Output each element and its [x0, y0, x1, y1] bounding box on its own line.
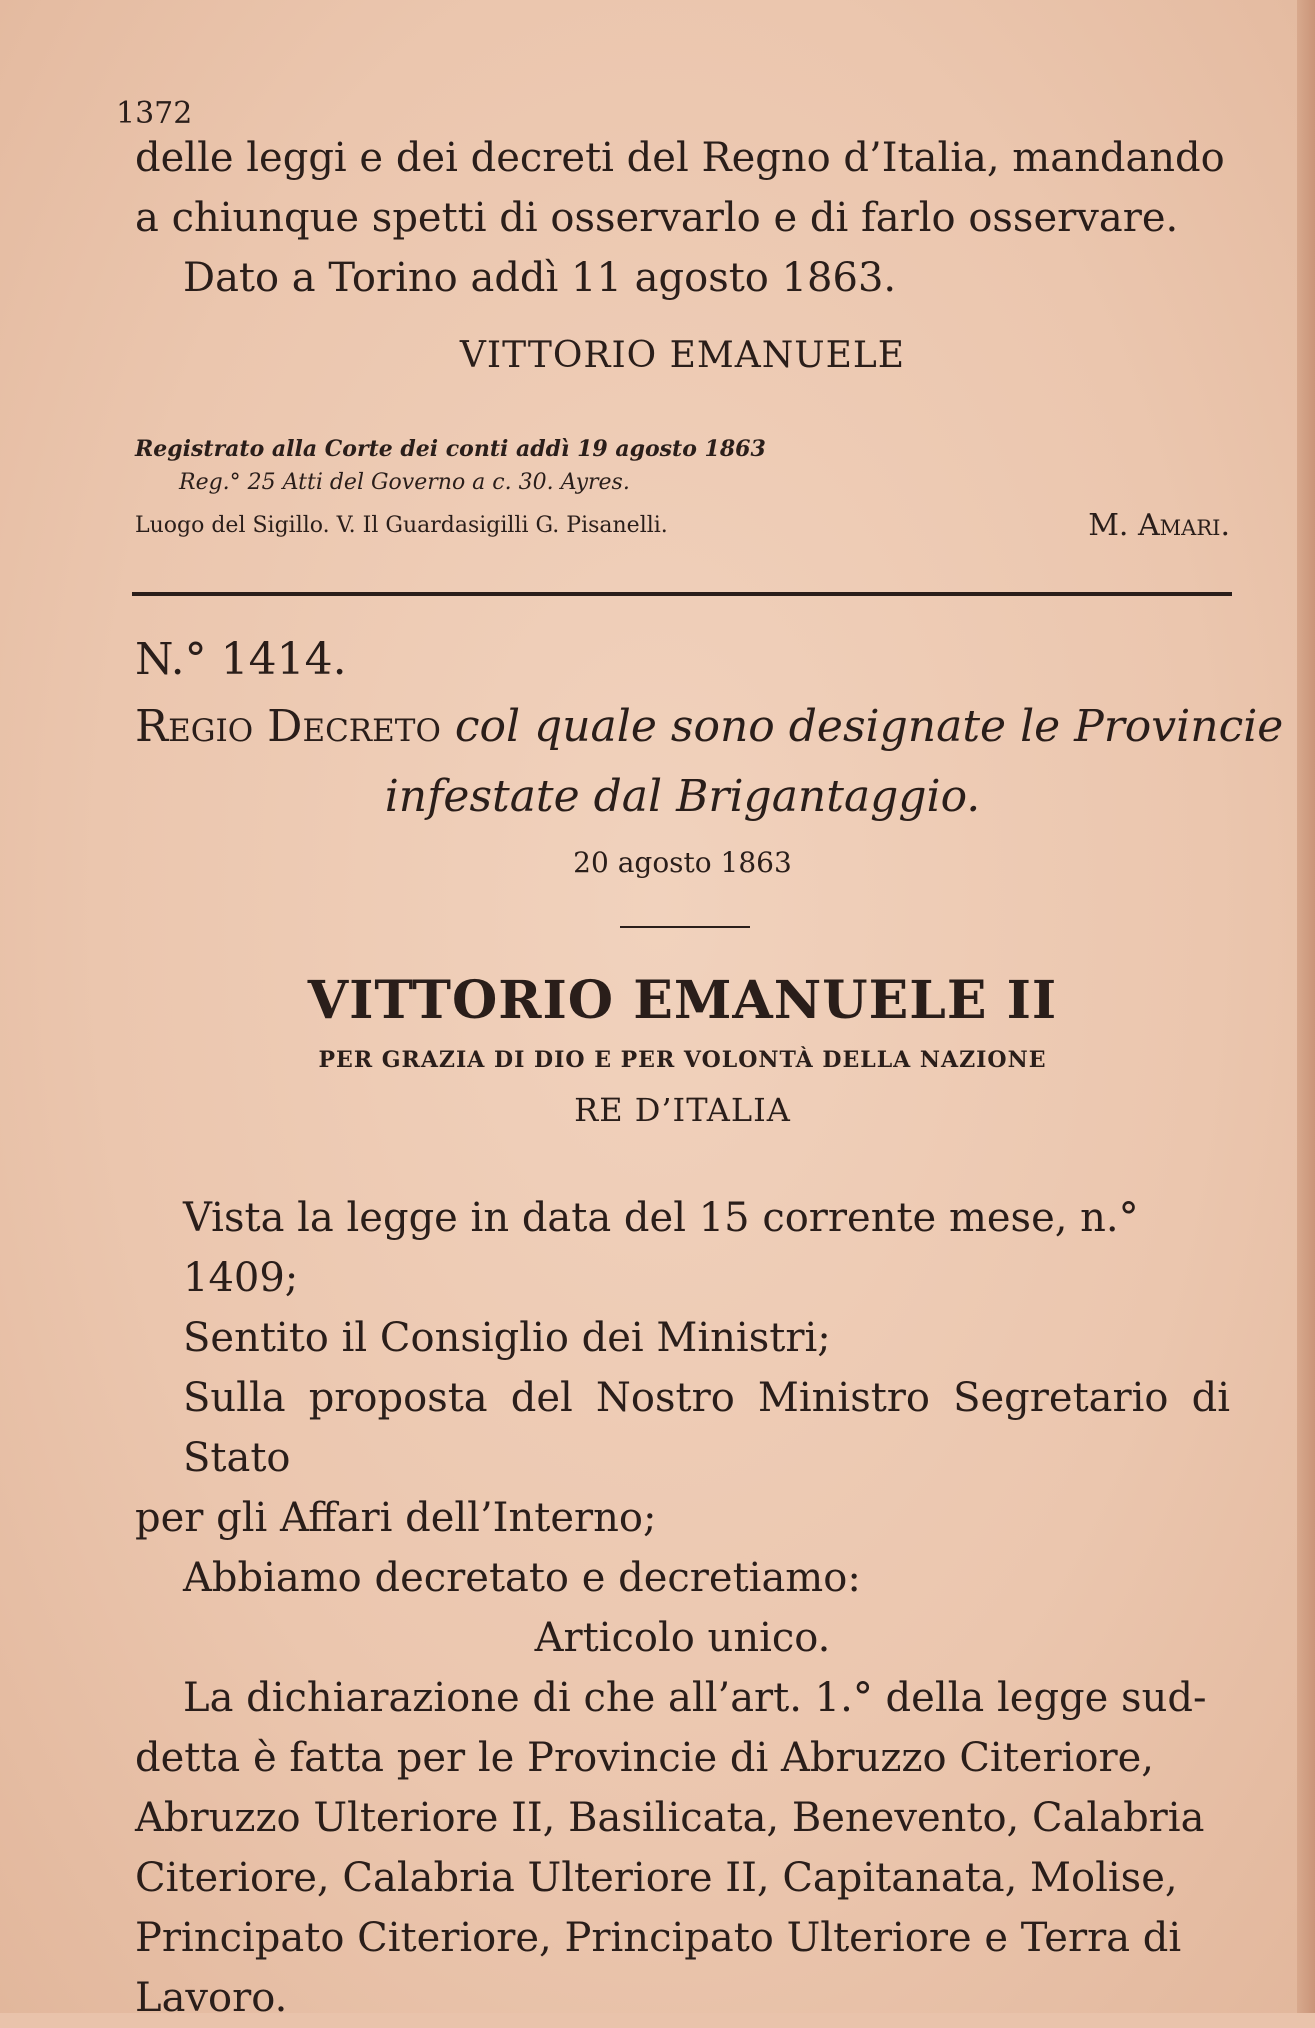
- decree-heading-block: [135, 628, 1284, 888]
- decree-heading: [135, 692, 1284, 762]
- article-heading: Articolo unico.: [534, 1615, 831, 1661]
- article-line: Abruzzo Ulteriore II, Basilicata, Benevento, Calabria: [135, 1795, 1205, 1841]
- previous-decree-ending: [135, 128, 1230, 386]
- king-title: RE D’ITALIA: [574, 1091, 791, 1129]
- text-line: a chiunque spetti di osservarlo e di farlo osservare.: [135, 195, 1179, 241]
- article-line: Lavoro.: [135, 1975, 288, 2021]
- decree-body: [135, 1188, 1230, 2028]
- royal-title-block: [135, 970, 1230, 1129]
- signature-king: VITTORIO EMANUELE: [459, 335, 906, 376]
- decree-number: N.° 1414.: [135, 634, 347, 685]
- registration-line: Reg.° 25 Atti del Governo a c. 30. Ayres.: [179, 470, 630, 495]
- countersignature: M. Amari.: [1088, 508, 1230, 543]
- article-line: La dichiarazione di che all’art. 1.° della legge sud-: [183, 1675, 1207, 1721]
- preamble-line: Sentito il Consiglio dei Ministri;: [183, 1315, 831, 1361]
- dated-line: Dato a Torino addì 11 agosto 1863.: [183, 255, 897, 301]
- page-number: 1372: [116, 96, 193, 131]
- seal-line: Luogo del Sigillo. V. Il Guardasigilli G. Pisanelli.: [135, 513, 668, 538]
- registration-block: [135, 432, 1230, 543]
- king-name: VITTORIO EMANUELE II: [307, 970, 1058, 1031]
- preamble-line: Sulla proposta del Nostro Ministro Segretario di Stato: [183, 1375, 1230, 1481]
- section-divider: [132, 592, 1232, 596]
- heading-italic: col quale sono designate le Provincie: [454, 701, 1284, 752]
- registration-line: Registrato alla Corte dei conti addì 19 agosto 1863: [135, 436, 766, 462]
- heading-italic-continued: infestate dal Brigantaggio.: [384, 771, 981, 822]
- article-line: Citeriore, Calabria Ulteriore II, Capitanata, Molise,: [135, 1855, 1178, 1901]
- decree-date: 20 agosto 1863: [573, 846, 792, 879]
- preamble-line: per gli Affari dell’Interno;: [135, 1495, 657, 1541]
- preamble-line: Vista la legge in data del 15 corrente mese, n.° 1409;: [183, 1195, 1139, 1301]
- grace-formula: PER GRAZIA DI DIO E PER VOLONTÀ DELLA NAZIONE: [318, 1047, 1047, 1073]
- short-divider: [620, 926, 750, 928]
- article-line: Principato Citeriore, Principato Ulteriore e Terra di: [135, 1915, 1182, 1961]
- heading-prefix: Regio Decreto: [135, 701, 441, 752]
- article-line: detta è fatta per le Provincie di Abruzzo Citeriore,: [135, 1735, 1154, 1781]
- page-edge: [1297, 0, 1315, 2013]
- text-line: delle leggi e dei decreti del Regno d’Italia, mandando: [135, 135, 1225, 181]
- preamble-line: Abbiamo decretato e decretiamo:: [183, 1555, 861, 1601]
